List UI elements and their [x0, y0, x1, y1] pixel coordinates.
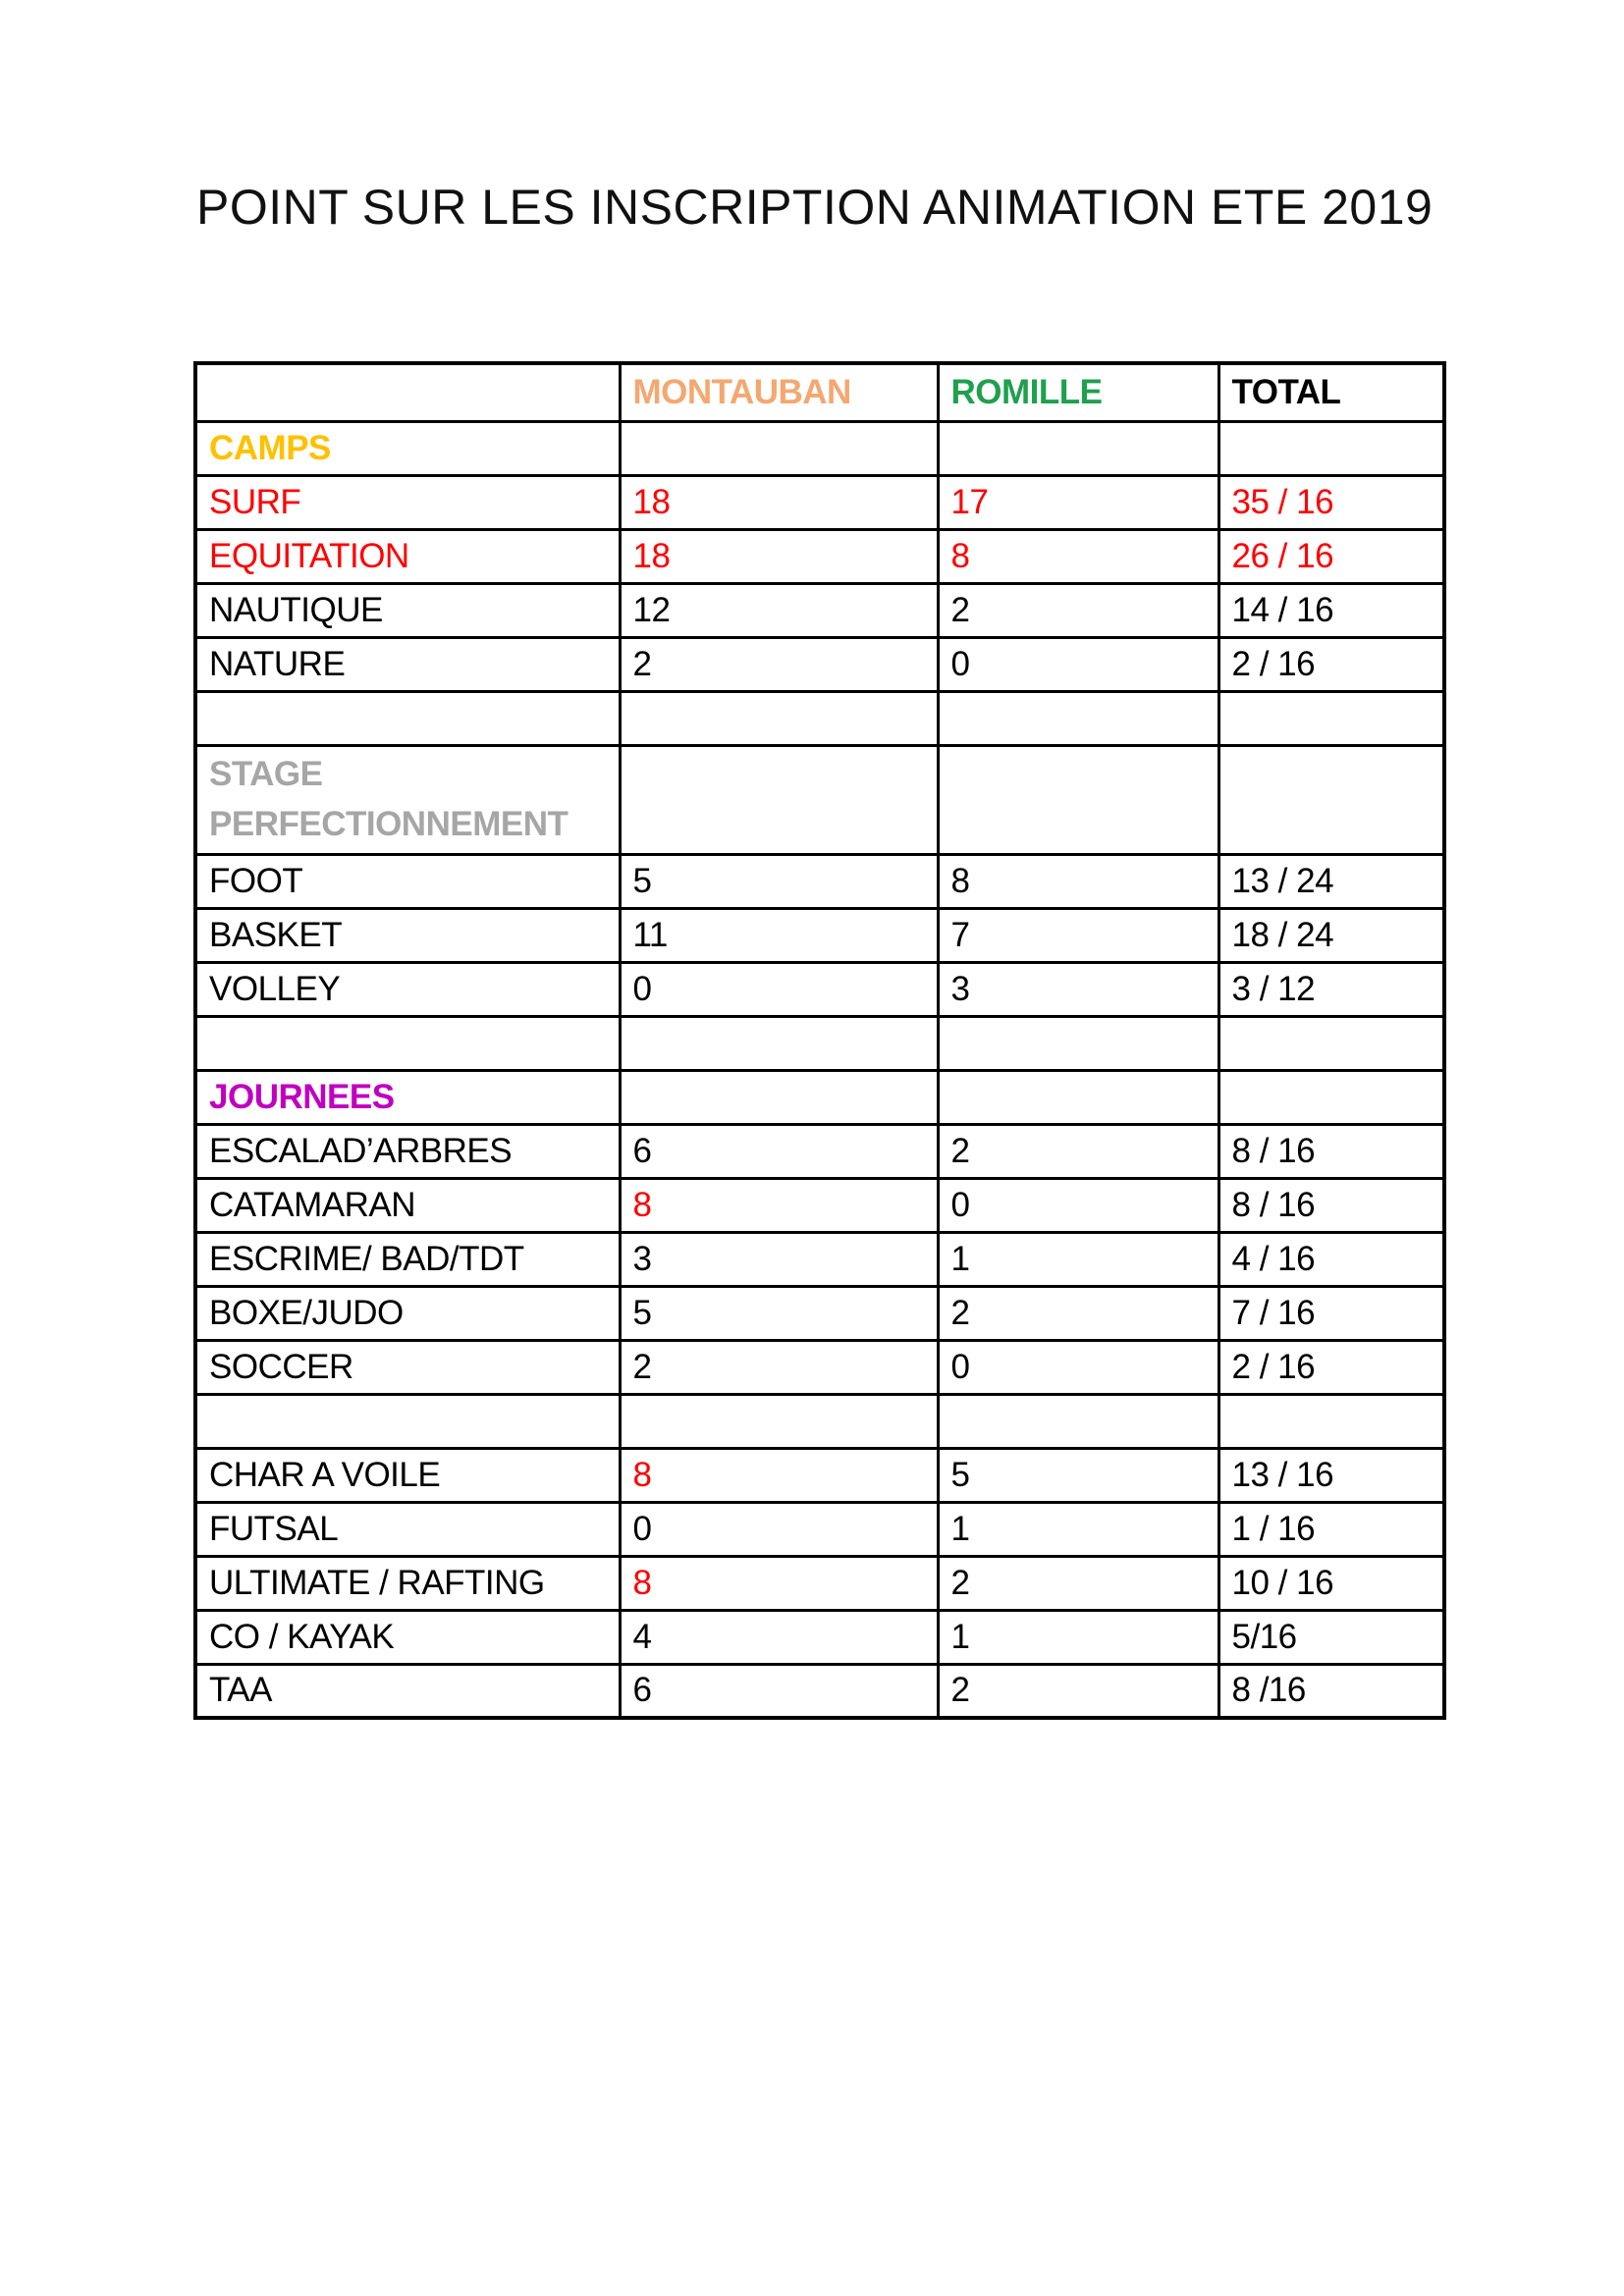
row-label-cell: EQUITATION — [195, 529, 620, 583]
row-label-cell: CAMPS — [195, 421, 620, 475]
value-cell: 26 / 16 — [1218, 529, 1444, 583]
table-row — [195, 745, 1444, 854]
value-cell — [620, 1016, 938, 1070]
value-cell: 17 — [938, 475, 1218, 529]
value-cell — [620, 691, 938, 745]
value-cell: 2 — [938, 1286, 1218, 1340]
row-label-cell: ESCALAD’ARBRES — [195, 1124, 620, 1178]
row-label-cell: CATAMARAN — [195, 1178, 620, 1232]
value-cell: 0 — [620, 1502, 938, 1556]
value-cell: 10 / 16 — [1218, 1556, 1444, 1610]
value-cell — [938, 745, 1218, 854]
value-cell: 1 / 16 — [1218, 1502, 1444, 1556]
value-cell — [938, 1016, 1218, 1070]
value-cell: 0 — [938, 637, 1218, 691]
value-cell: 5 — [938, 1448, 1218, 1502]
table-row — [195, 1070, 1444, 1124]
table-row — [195, 1610, 1444, 1664]
value-cell: 2 — [938, 1124, 1218, 1178]
table-row — [195, 1124, 1444, 1178]
value-cell — [1218, 1016, 1444, 1070]
row-label-cell: NAUTIQUE — [195, 583, 620, 637]
value-cell: 0 — [938, 1340, 1218, 1394]
table-row — [195, 1232, 1444, 1286]
value-cell: 18 — [620, 529, 938, 583]
value-cell: 2 / 16 — [1218, 637, 1444, 691]
value-cell: 0 — [620, 962, 938, 1016]
table-header-row — [195, 363, 1444, 421]
value-cell: 5 — [620, 1286, 938, 1340]
row-label-cell: SOCCER — [195, 1340, 620, 1394]
value-cell: 12 — [620, 583, 938, 637]
value-cell: 7 / 16 — [1218, 1286, 1444, 1340]
value-cell: 6 — [620, 1664, 938, 1718]
table-row — [195, 475, 1444, 529]
value-cell: 8 / 16 — [1218, 1178, 1444, 1232]
blank-row — [195, 691, 1444, 745]
value-cell — [1218, 1070, 1444, 1124]
row-label-cell: TAA — [195, 1664, 620, 1718]
value-cell — [1218, 745, 1444, 854]
value-cell: 8 /16 — [1218, 1664, 1444, 1718]
header-cell: MONTAUBAN — [620, 363, 938, 421]
table-row — [195, 1340, 1444, 1394]
value-cell: 2 — [938, 1664, 1218, 1718]
value-cell: 14 / 16 — [1218, 583, 1444, 637]
value-cell — [1218, 1394, 1444, 1448]
inscriptions-table — [193, 361, 1446, 1720]
table-row — [195, 1502, 1444, 1556]
value-cell: 5/16 — [1218, 1610, 1444, 1664]
row-label-cell: FUTSAL — [195, 1502, 620, 1556]
value-cell — [620, 421, 938, 475]
value-cell — [938, 1394, 1218, 1448]
table-body — [195, 363, 1444, 1718]
value-cell: 2 / 16 — [1218, 1340, 1444, 1394]
table-row — [195, 637, 1444, 691]
value-cell: 1 — [938, 1502, 1218, 1556]
blank-row — [195, 1016, 1444, 1070]
row-label-cell: JOURNEES — [195, 1070, 620, 1124]
value-cell: 8 — [938, 854, 1218, 908]
row-label-cell: STAGE PERFECTIONNEMENT — [195, 745, 620, 854]
value-cell: 3 — [938, 962, 1218, 1016]
value-cell: 1 — [938, 1232, 1218, 1286]
value-cell — [620, 1070, 938, 1124]
value-cell: 13 / 16 — [1218, 1448, 1444, 1502]
table-row — [195, 962, 1444, 1016]
row-label-cell: SURF — [195, 475, 620, 529]
value-cell: 13 / 24 — [1218, 854, 1444, 908]
row-label-cell: BOXE/JUDO — [195, 1286, 620, 1340]
value-cell: 2 — [938, 1556, 1218, 1610]
row-label-cell: NATURE — [195, 637, 620, 691]
table-row — [195, 1286, 1444, 1340]
value-cell: 35 / 16 — [1218, 475, 1444, 529]
value-cell: 4 / 16 — [1218, 1232, 1444, 1286]
row-label-cell — [195, 1016, 620, 1070]
value-cell: 18 / 24 — [1218, 908, 1444, 962]
value-cell: 6 — [620, 1124, 938, 1178]
value-cell: 7 — [938, 908, 1218, 962]
value-cell: 2 — [620, 1340, 938, 1394]
value-cell: 8 — [620, 1556, 938, 1610]
table-row — [195, 1178, 1444, 1232]
value-cell — [938, 1070, 1218, 1124]
table-row — [195, 854, 1444, 908]
value-cell: 2 — [620, 637, 938, 691]
value-cell: 3 — [620, 1232, 938, 1286]
row-label-cell: VOLLEY — [195, 962, 620, 1016]
table-row — [195, 1664, 1444, 1718]
table-row — [195, 583, 1444, 637]
value-cell: 11 — [620, 908, 938, 962]
header-cell-empty — [195, 363, 620, 421]
value-cell: 18 — [620, 475, 938, 529]
table-row — [195, 1448, 1444, 1502]
value-cell: 4 — [620, 1610, 938, 1664]
value-cell — [938, 421, 1218, 475]
row-label-cell — [195, 691, 620, 745]
row-label-cell: CO / KAYAK — [195, 1610, 620, 1664]
table-row — [195, 529, 1444, 583]
blank-row — [195, 1394, 1444, 1448]
table-row — [195, 908, 1444, 962]
table-row — [195, 1556, 1444, 1610]
header-cell: ROMILLE — [938, 363, 1218, 421]
value-cell — [620, 745, 938, 854]
row-label-cell — [195, 1394, 620, 1448]
page-title: POINT SUR LES INSCRIPTION ANIMATION ETE 2019 — [196, 180, 1434, 235]
value-cell: 1 — [938, 1610, 1218, 1664]
row-label-cell: BASKET — [195, 908, 620, 962]
value-cell: 3 / 12 — [1218, 962, 1444, 1016]
header-cell: TOTAL — [1218, 363, 1444, 421]
value-cell: 8 / 16 — [1218, 1124, 1444, 1178]
row-label-cell: FOOT — [195, 854, 620, 908]
row-label-cell: CHAR A VOILE — [195, 1448, 620, 1502]
value-cell: 0 — [938, 1178, 1218, 1232]
value-cell: 8 — [938, 529, 1218, 583]
value-cell: 8 — [620, 1178, 938, 1232]
value-cell — [938, 691, 1218, 745]
value-cell — [1218, 421, 1444, 475]
row-label-cell: ESCRIME/ BAD/TDT — [195, 1232, 620, 1286]
value-cell — [1218, 691, 1444, 745]
value-cell — [620, 1394, 938, 1448]
row-label-cell: ULTIMATE / RAFTING — [195, 1556, 620, 1610]
table-row — [195, 421, 1444, 475]
value-cell: 2 — [938, 583, 1218, 637]
value-cell: 5 — [620, 854, 938, 908]
value-cell: 8 — [620, 1448, 938, 1502]
